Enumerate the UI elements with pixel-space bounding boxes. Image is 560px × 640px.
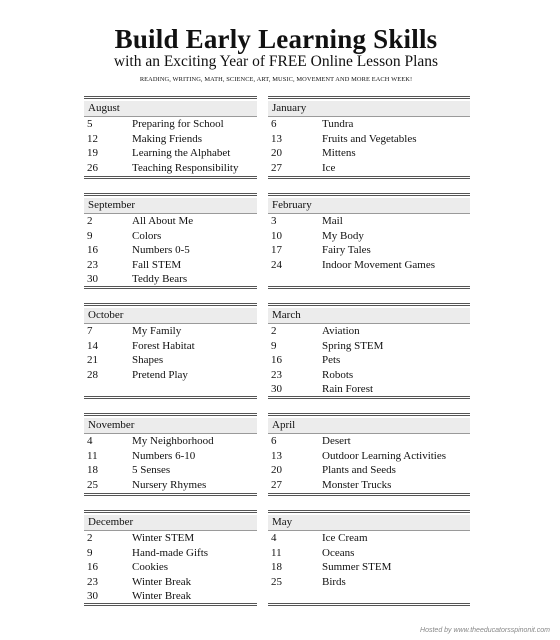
week-topic: Winter STEM bbox=[132, 532, 195, 544]
week-topic: My Family bbox=[132, 325, 182, 337]
week-row bbox=[268, 214, 470, 229]
week-row bbox=[84, 368, 257, 383]
week-topic: Preparing for School bbox=[132, 118, 224, 130]
week-row bbox=[268, 575, 470, 590]
week-day: 30 bbox=[271, 383, 282, 396]
week-row bbox=[84, 132, 257, 147]
month-block-november bbox=[84, 413, 257, 496]
week-day: 23 bbox=[271, 368, 282, 381]
week-day: 7 bbox=[87, 325, 93, 337]
week-topic: Teddy Bears bbox=[132, 273, 188, 286]
week-row bbox=[268, 117, 470, 132]
week-topic: Monster Trucks bbox=[322, 478, 392, 491]
week-day: 6 bbox=[271, 118, 277, 130]
week-day: 14 bbox=[87, 339, 98, 352]
week-row bbox=[268, 324, 470, 339]
week-topic: Indoor Movement Games bbox=[322, 258, 436, 271]
week-row bbox=[84, 463, 257, 478]
month-block-september bbox=[84, 193, 257, 289]
month-block-may bbox=[268, 510, 470, 606]
week-topic: My Body bbox=[322, 229, 364, 242]
week-topic: Teaching Responsibility bbox=[132, 161, 239, 174]
week-topic: All About Me bbox=[132, 215, 194, 227]
week-topic: Numbers 0-5 bbox=[132, 244, 190, 257]
month-name: March bbox=[268, 308, 470, 324]
week-day: 23 bbox=[87, 575, 98, 588]
week-row bbox=[268, 478, 470, 493]
week-topic: Pretend Play bbox=[132, 368, 188, 381]
week-row bbox=[84, 258, 257, 273]
week-row bbox=[268, 243, 470, 258]
week-day: 16 bbox=[87, 244, 98, 257]
week-day: 5 bbox=[87, 118, 93, 130]
left-column bbox=[84, 96, 257, 620]
week-row bbox=[84, 272, 257, 287]
week-day: 25 bbox=[271, 575, 282, 588]
week-day: 2 bbox=[87, 215, 93, 227]
week-topic: Mittens bbox=[322, 147, 356, 160]
week-row bbox=[84, 449, 257, 464]
page-subtitle: with an Exciting Year of FREE Online Lesson Plans bbox=[113, 53, 439, 70]
week-row bbox=[268, 161, 470, 176]
week-row bbox=[268, 546, 470, 561]
week-row bbox=[84, 531, 257, 546]
week-topic: Fairy Tales bbox=[322, 244, 371, 257]
week-row bbox=[84, 117, 257, 132]
week-row bbox=[84, 353, 257, 368]
month-block-december bbox=[84, 510, 257, 606]
month-block-february bbox=[268, 193, 470, 289]
week-day: 27 bbox=[271, 161, 282, 174]
month-block-october bbox=[84, 303, 257, 399]
month-name: September bbox=[84, 198, 257, 214]
week-day: 4 bbox=[271, 532, 277, 544]
week-day: 9 bbox=[271, 339, 277, 352]
month-name: November bbox=[84, 418, 257, 434]
week-row bbox=[84, 546, 257, 561]
week-day: 30 bbox=[87, 590, 98, 603]
week-topic: Aviation bbox=[322, 325, 360, 337]
week-day: 13 bbox=[271, 132, 282, 145]
week-day: 19 bbox=[87, 147, 98, 160]
week-row bbox=[84, 229, 257, 244]
week-day: 11 bbox=[87, 449, 98, 462]
week-day: 18 bbox=[87, 464, 98, 477]
month-name: August bbox=[84, 101, 257, 117]
week-row bbox=[84, 560, 257, 575]
week-row bbox=[268, 339, 470, 354]
month-block-april bbox=[268, 413, 470, 496]
week-row bbox=[268, 560, 470, 575]
week-topic: Fruits and Vegetables bbox=[322, 132, 417, 145]
week-row bbox=[268, 531, 470, 546]
week-row bbox=[84, 243, 257, 258]
week-topic: Outdoor Learning Activities bbox=[322, 449, 447, 462]
month-block-august bbox=[84, 96, 257, 179]
week-topic: Nursery Rhymes bbox=[132, 478, 207, 491]
week-day: 2 bbox=[87, 532, 93, 544]
week-day: 18 bbox=[271, 561, 282, 574]
week-day: 2 bbox=[271, 325, 277, 337]
week-topic: My Neighborhood bbox=[132, 435, 214, 447]
week-row bbox=[268, 229, 470, 244]
week-day: 26 bbox=[87, 161, 98, 174]
week-topic: Robots bbox=[322, 368, 354, 381]
week-day: 21 bbox=[87, 354, 98, 367]
week-topic: 5 Senses bbox=[132, 464, 171, 477]
week-row bbox=[84, 324, 257, 339]
right-column bbox=[268, 96, 470, 620]
week-topic: Mail bbox=[322, 215, 343, 227]
week-row bbox=[268, 382, 470, 397]
week-topic: Winter Break bbox=[132, 575, 192, 588]
week-day: 16 bbox=[271, 354, 282, 367]
week-day: 23 bbox=[87, 258, 98, 271]
week-row bbox=[268, 132, 470, 147]
week-topic: Hand-made Gifts bbox=[132, 546, 209, 559]
week-day: 4 bbox=[87, 435, 93, 447]
week-day: 27 bbox=[271, 478, 282, 491]
week-topic: Fall STEM bbox=[132, 258, 182, 271]
week-day: 24 bbox=[271, 258, 282, 271]
week-topic: Shapes bbox=[132, 354, 164, 367]
week-day: 10 bbox=[271, 229, 282, 242]
month-name: October bbox=[84, 308, 257, 324]
week-day: 9 bbox=[87, 229, 93, 242]
week-day: 3 bbox=[271, 215, 277, 227]
week-day: 11 bbox=[271, 546, 282, 559]
week-row bbox=[84, 161, 257, 176]
week-day: 20 bbox=[271, 464, 282, 477]
week-topic: Numbers 6-10 bbox=[132, 449, 196, 462]
month-name: December bbox=[84, 515, 257, 531]
week-row bbox=[268, 353, 470, 368]
week-topic: Forest Habitat bbox=[132, 339, 195, 352]
week-topic: Summer STEM bbox=[322, 561, 392, 574]
week-row bbox=[268, 449, 470, 464]
week-day: 13 bbox=[271, 449, 282, 462]
week-day: 17 bbox=[271, 244, 282, 257]
week-topic: Tundra bbox=[322, 118, 354, 130]
week-day: 28 bbox=[87, 368, 98, 381]
month-name: February bbox=[268, 198, 470, 214]
week-topic: Colors bbox=[132, 229, 162, 242]
week-topic: Birds bbox=[322, 575, 346, 588]
week-row bbox=[84, 339, 257, 354]
week-topic: Rain Forest bbox=[322, 383, 374, 396]
week-row bbox=[268, 146, 470, 161]
week-row bbox=[84, 434, 257, 449]
week-row bbox=[84, 214, 257, 229]
week-topic: Winter Break bbox=[132, 590, 192, 603]
week-row bbox=[268, 463, 470, 478]
week-day: 25 bbox=[87, 478, 98, 491]
month-block-march bbox=[268, 303, 470, 399]
week-day: 9 bbox=[87, 546, 93, 559]
month-block-january bbox=[268, 96, 470, 179]
page-title: Build Early Learning Skills bbox=[114, 24, 438, 54]
week-topic: Oceans bbox=[322, 546, 355, 559]
week-topic: Ice Cream bbox=[322, 532, 368, 544]
week-topic: Spring STEM bbox=[322, 339, 384, 352]
week-day: 20 bbox=[271, 147, 282, 160]
week-row bbox=[84, 575, 257, 590]
week-row bbox=[84, 478, 257, 493]
week-topic: Making Friends bbox=[132, 132, 202, 145]
week-day: 6 bbox=[271, 435, 277, 447]
week-topic: Learning the Alphabet bbox=[132, 147, 231, 160]
week-row bbox=[268, 368, 470, 383]
week-row bbox=[84, 146, 257, 161]
week-topic: Plants and Seeds bbox=[322, 464, 396, 477]
week-topic: Pets bbox=[322, 354, 341, 367]
week-topic: Cookies bbox=[132, 561, 169, 574]
hosted-by-link[interactable]: Hosted by www.theeducatorsspinonit.com bbox=[420, 627, 550, 634]
week-row bbox=[268, 258, 470, 273]
week-day: 30 bbox=[87, 273, 98, 286]
month-name: April bbox=[268, 418, 470, 434]
page-tagline: READING, WRITING, MATH, SCIENCE, ART, MUSIC, MOVEMENT AND MORE EACH WEEK! bbox=[139, 76, 413, 83]
week-row bbox=[268, 434, 470, 449]
week-day: 12 bbox=[87, 132, 98, 145]
month-name: May bbox=[268, 515, 470, 531]
week-row bbox=[84, 589, 257, 604]
week-topic: Desert bbox=[322, 435, 351, 447]
week-day: 16 bbox=[87, 561, 98, 574]
month-name: January bbox=[268, 101, 470, 117]
week-topic: Ice bbox=[322, 161, 336, 174]
